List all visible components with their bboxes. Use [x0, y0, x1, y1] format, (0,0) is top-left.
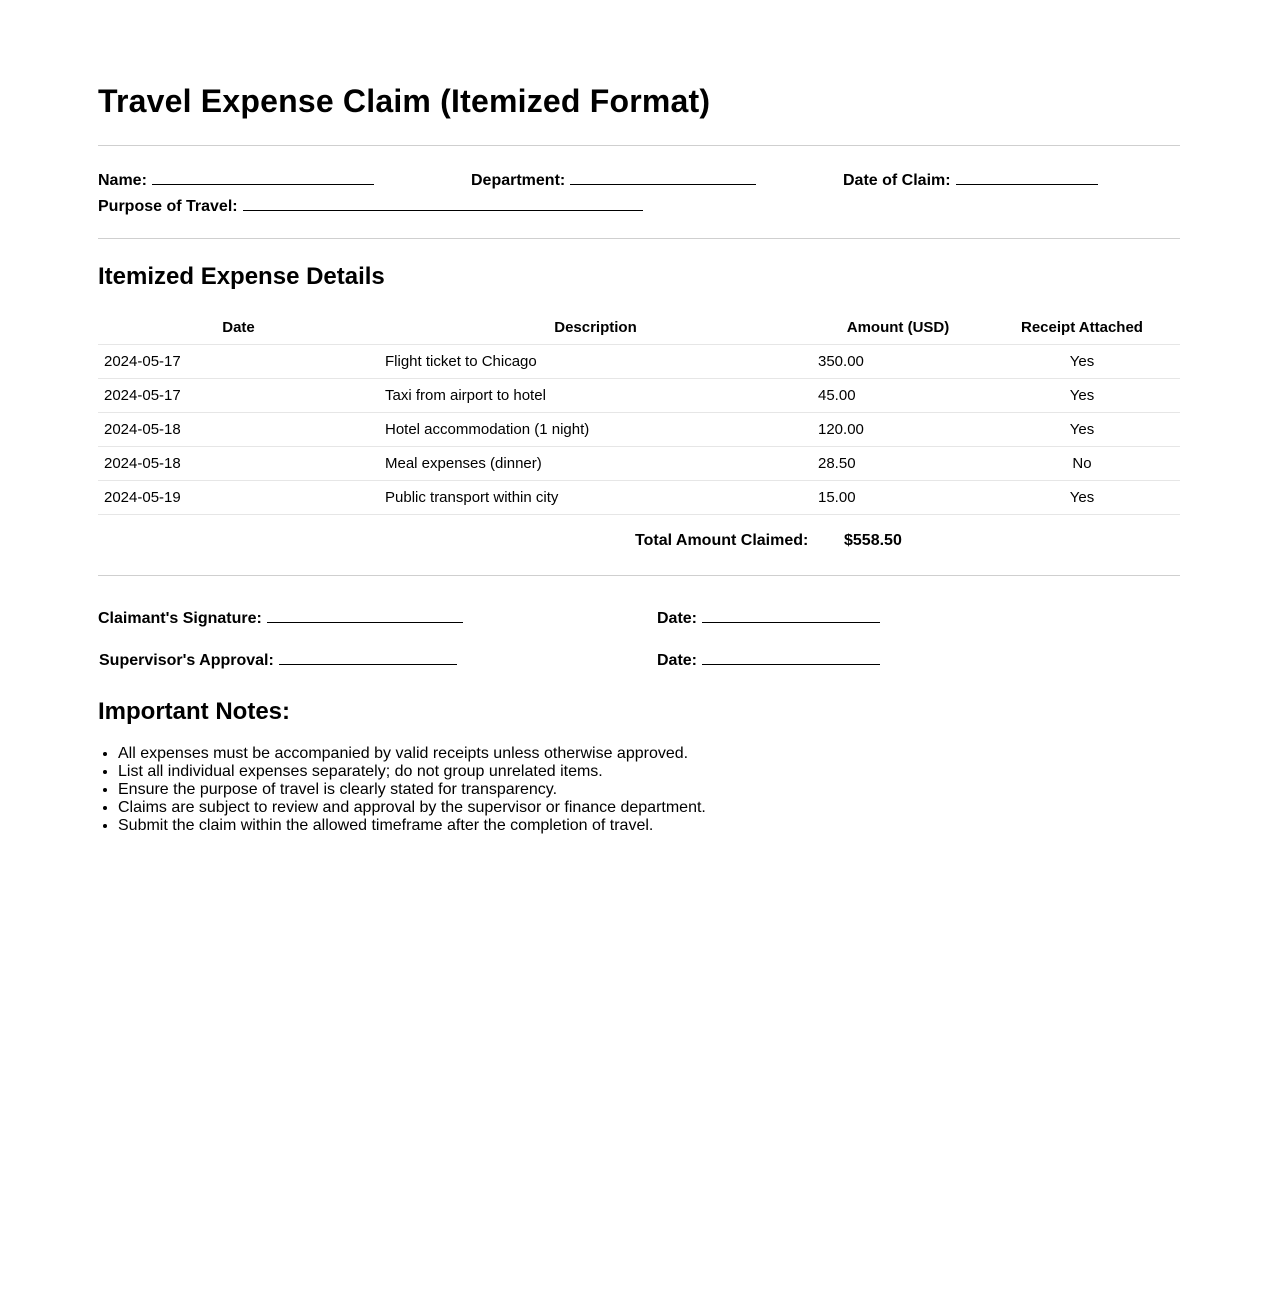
cell-description: Meal expenses (dinner): [379, 447, 812, 481]
cell-amount: 28.50: [812, 447, 984, 481]
cell-description: Flight ticket to Chicago: [379, 345, 812, 379]
cell-date: 2024-05-18: [98, 447, 379, 481]
claimant-signature-label: Claimant's Signature:: [98, 610, 262, 627]
list-item: • List all individual expenses separately; do not group unrelated items.: [118, 763, 706, 781]
claimant-date-field: [657, 608, 880, 628]
claimant-date-line[interactable]: [702, 608, 880, 623]
table-row: [98, 447, 1180, 481]
department-label: Department:: [471, 172, 566, 189]
purpose-input-line[interactable]: [243, 196, 643, 211]
cell-receipt: No: [984, 447, 1180, 481]
total-value: $558.50: [844, 532, 902, 549]
table-row: [98, 481, 1180, 515]
name-label: Name:: [98, 172, 147, 189]
date-of-claim-label: Date of Claim:: [843, 172, 951, 189]
list-item: • Submit the claim within the allowed timeframe after the completion of travel.: [118, 817, 706, 835]
cell-receipt: Yes: [984, 345, 1180, 379]
supervisor-date-field: [657, 650, 880, 670]
supervisor-approval-label: Supervisor's Approval:: [99, 652, 274, 669]
cell-description: Taxi from airport to hotel: [379, 379, 812, 413]
page-title: Travel Expense Claim (Itemized Format): [98, 83, 711, 119]
cell-date: 2024-05-17: [98, 379, 379, 413]
table-row: [98, 345, 1180, 379]
total-label: Total Amount Claimed:: [635, 532, 809, 549]
divider: [98, 238, 1180, 239]
claimant-signature-line[interactable]: [267, 608, 463, 623]
section-heading-notes: Important Notes:: [98, 698, 290, 725]
supervisor-date-line[interactable]: [702, 650, 880, 665]
department-field: [471, 170, 756, 190]
name-input-line[interactable]: [152, 170, 374, 185]
column-header: Date: [98, 311, 379, 345]
cell-description: Public transport within city: [379, 481, 812, 515]
expense-table: [98, 311, 1180, 515]
claimant-date-label: Date:: [657, 610, 698, 627]
column-header: Description: [379, 311, 812, 345]
list-item: • Claims are subject to review and approval by the supervisor or finance department.: [118, 799, 706, 817]
divider: [98, 145, 1180, 146]
section-heading-details: Itemized Expense Details: [98, 263, 385, 290]
cell-amount: 350.00: [812, 345, 984, 379]
cell-amount: 45.00: [812, 379, 984, 413]
purpose-label: Purpose of Travel:: [98, 198, 238, 215]
cell-description: Hotel accommodation (1 night): [379, 413, 812, 447]
claimant-signature-field: [98, 608, 463, 628]
cell-receipt: Yes: [984, 481, 1180, 515]
cell-receipt: Yes: [984, 379, 1180, 413]
column-header: Amount (USD): [812, 311, 984, 345]
cell-date: 2024-05-19: [98, 481, 379, 515]
purpose-field: [98, 196, 643, 216]
table-row: [98, 379, 1180, 413]
cell-amount: 120.00: [812, 413, 984, 447]
divider: [98, 575, 1180, 576]
list-item: • Ensure the purpose of travel is clearly stated for transparency.: [118, 781, 706, 799]
cell-receipt: Yes: [984, 413, 1180, 447]
date-of-claim-input-line[interactable]: [956, 170, 1098, 185]
list-item: • All expenses must be accompanied by valid receipts unless otherwise approved.: [118, 745, 706, 763]
notes-list: [98, 745, 706, 835]
supervisor-approval-field: [99, 650, 457, 670]
cell-date: 2024-05-18: [98, 413, 379, 447]
name-field: [98, 170, 374, 190]
supervisor-approval-line[interactable]: [279, 650, 457, 665]
cell-amount: 15.00: [812, 481, 984, 515]
table-header-row: [98, 311, 1180, 345]
column-header: Receipt Attached: [984, 311, 1180, 345]
table-row: [98, 413, 1180, 447]
date-of-claim-field: [843, 170, 1098, 190]
supervisor-date-label: Date:: [657, 652, 698, 669]
department-input-line[interactable]: [570, 170, 756, 185]
cell-date: 2024-05-17: [98, 345, 379, 379]
